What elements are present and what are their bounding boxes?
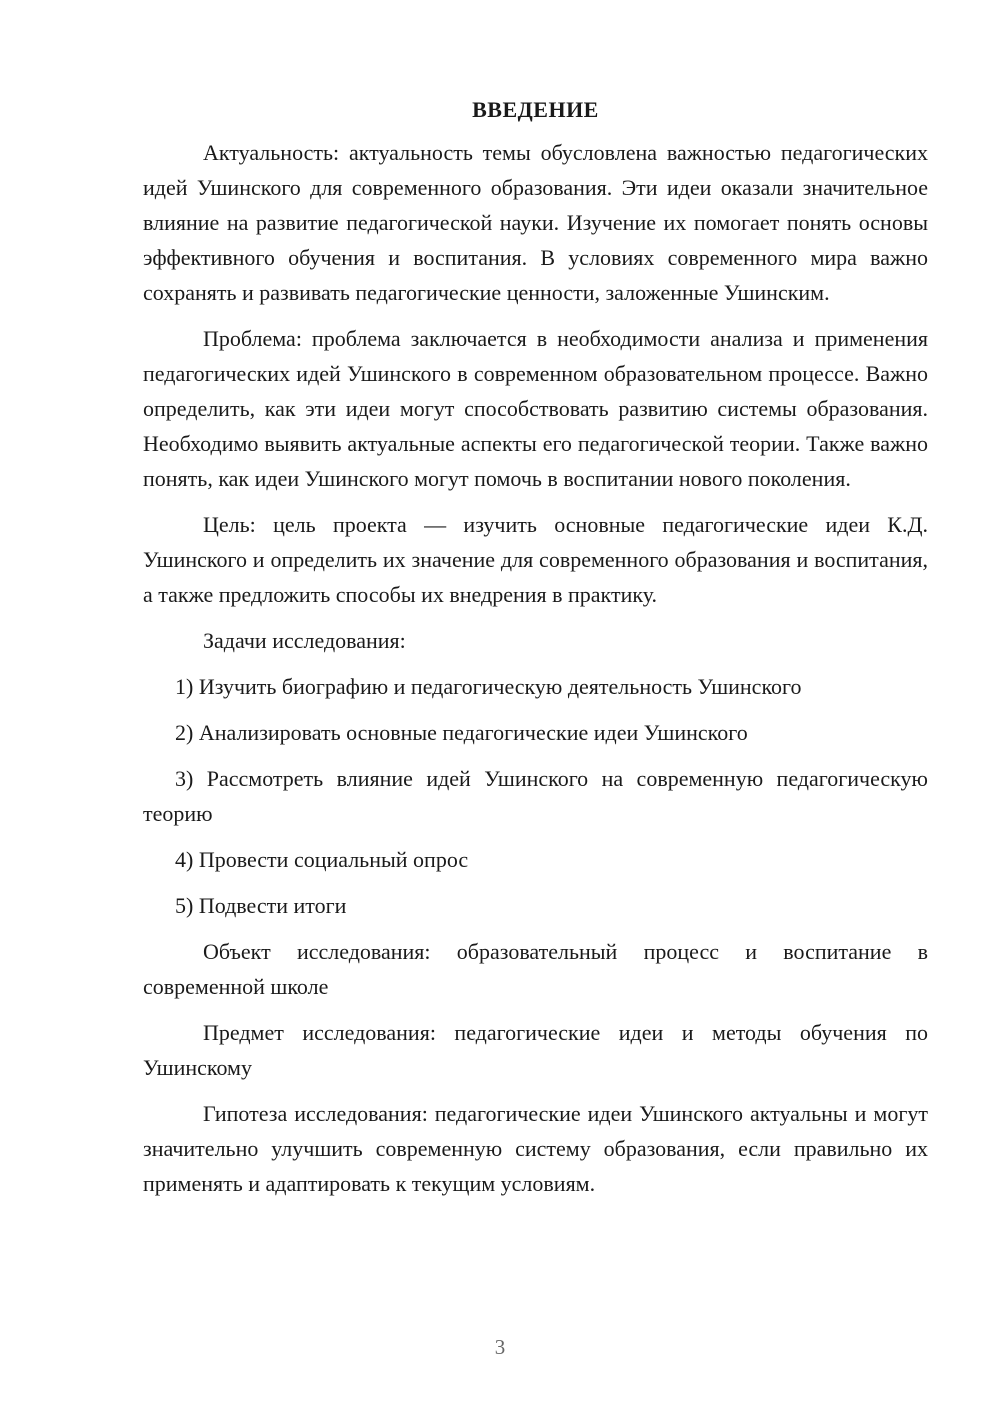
- goal-paragraph: Цель: цель проекта — изучить основные педагогические идеи К.Д. Ушинского и определить их значение для современного образования и воспитания, а также предложить способы их внедрения в практику.: [143, 512, 928, 607]
- task-item-1: 1) Изучить биографию и педагогическую деятельность Ушинского: [175, 674, 802, 699]
- relevance-paragraph: Актуальность: актуальность темы обусловлена важностью педагогических идей Ушинского для современного образования. Эти идеи оказали значительное влияние на развитие педагогической науки. Изучение их помогает понять основы эффективного обучения и воспитания. В условиях современного мира важно сохранять и развивать педагогические ценности, заложенные Ушинским.: [143, 140, 928, 305]
- problem-paragraph: Проблема: проблема заключается в необходимости анализа и применения педагогических идей Ушинского в современном образовательном процессе. Важно определить, как эти идеи могут способствовать развитию системы образования. Необходимо выявить актуальные аспекты его педагогической теории. Также важно понять, как идеи Ушинского могут помочь в воспитании нового поколения.: [143, 326, 928, 491]
- research-hypothesis-paragraph: Гипотеза исследования: педагогические идеи Ушинского актуальны и могут значительно улучшить современную систему образования, если правильно их применять и адаптировать к текущим условиям.: [143, 1101, 928, 1196]
- page-number: 3: [494, 1335, 506, 1359]
- research-subject-paragraph: Предмет исследования: педагогические идеи и методы обучения по Ушинскому: [143, 1020, 928, 1080]
- task-item-5: 5) Подвести итоги: [175, 893, 347, 918]
- document-page: [143, 92, 928, 1212]
- research-object-paragraph: Объект исследования: образовательный процесс и воспитание в современной школе: [143, 939, 928, 999]
- task-item-2: 2) Анализировать основные педагогические идеи Ушинского: [175, 720, 748, 745]
- tasks-heading: Задачи исследования:: [203, 628, 406, 653]
- page-title: ВВЕДЕНИЕ: [472, 97, 599, 122]
- task-item-3: 3) Рассмотреть влияние идей Ушинского на современную педагогическую теорию: [143, 766, 928, 826]
- task-item-4: 4) Провести социальный опрос: [175, 847, 469, 872]
